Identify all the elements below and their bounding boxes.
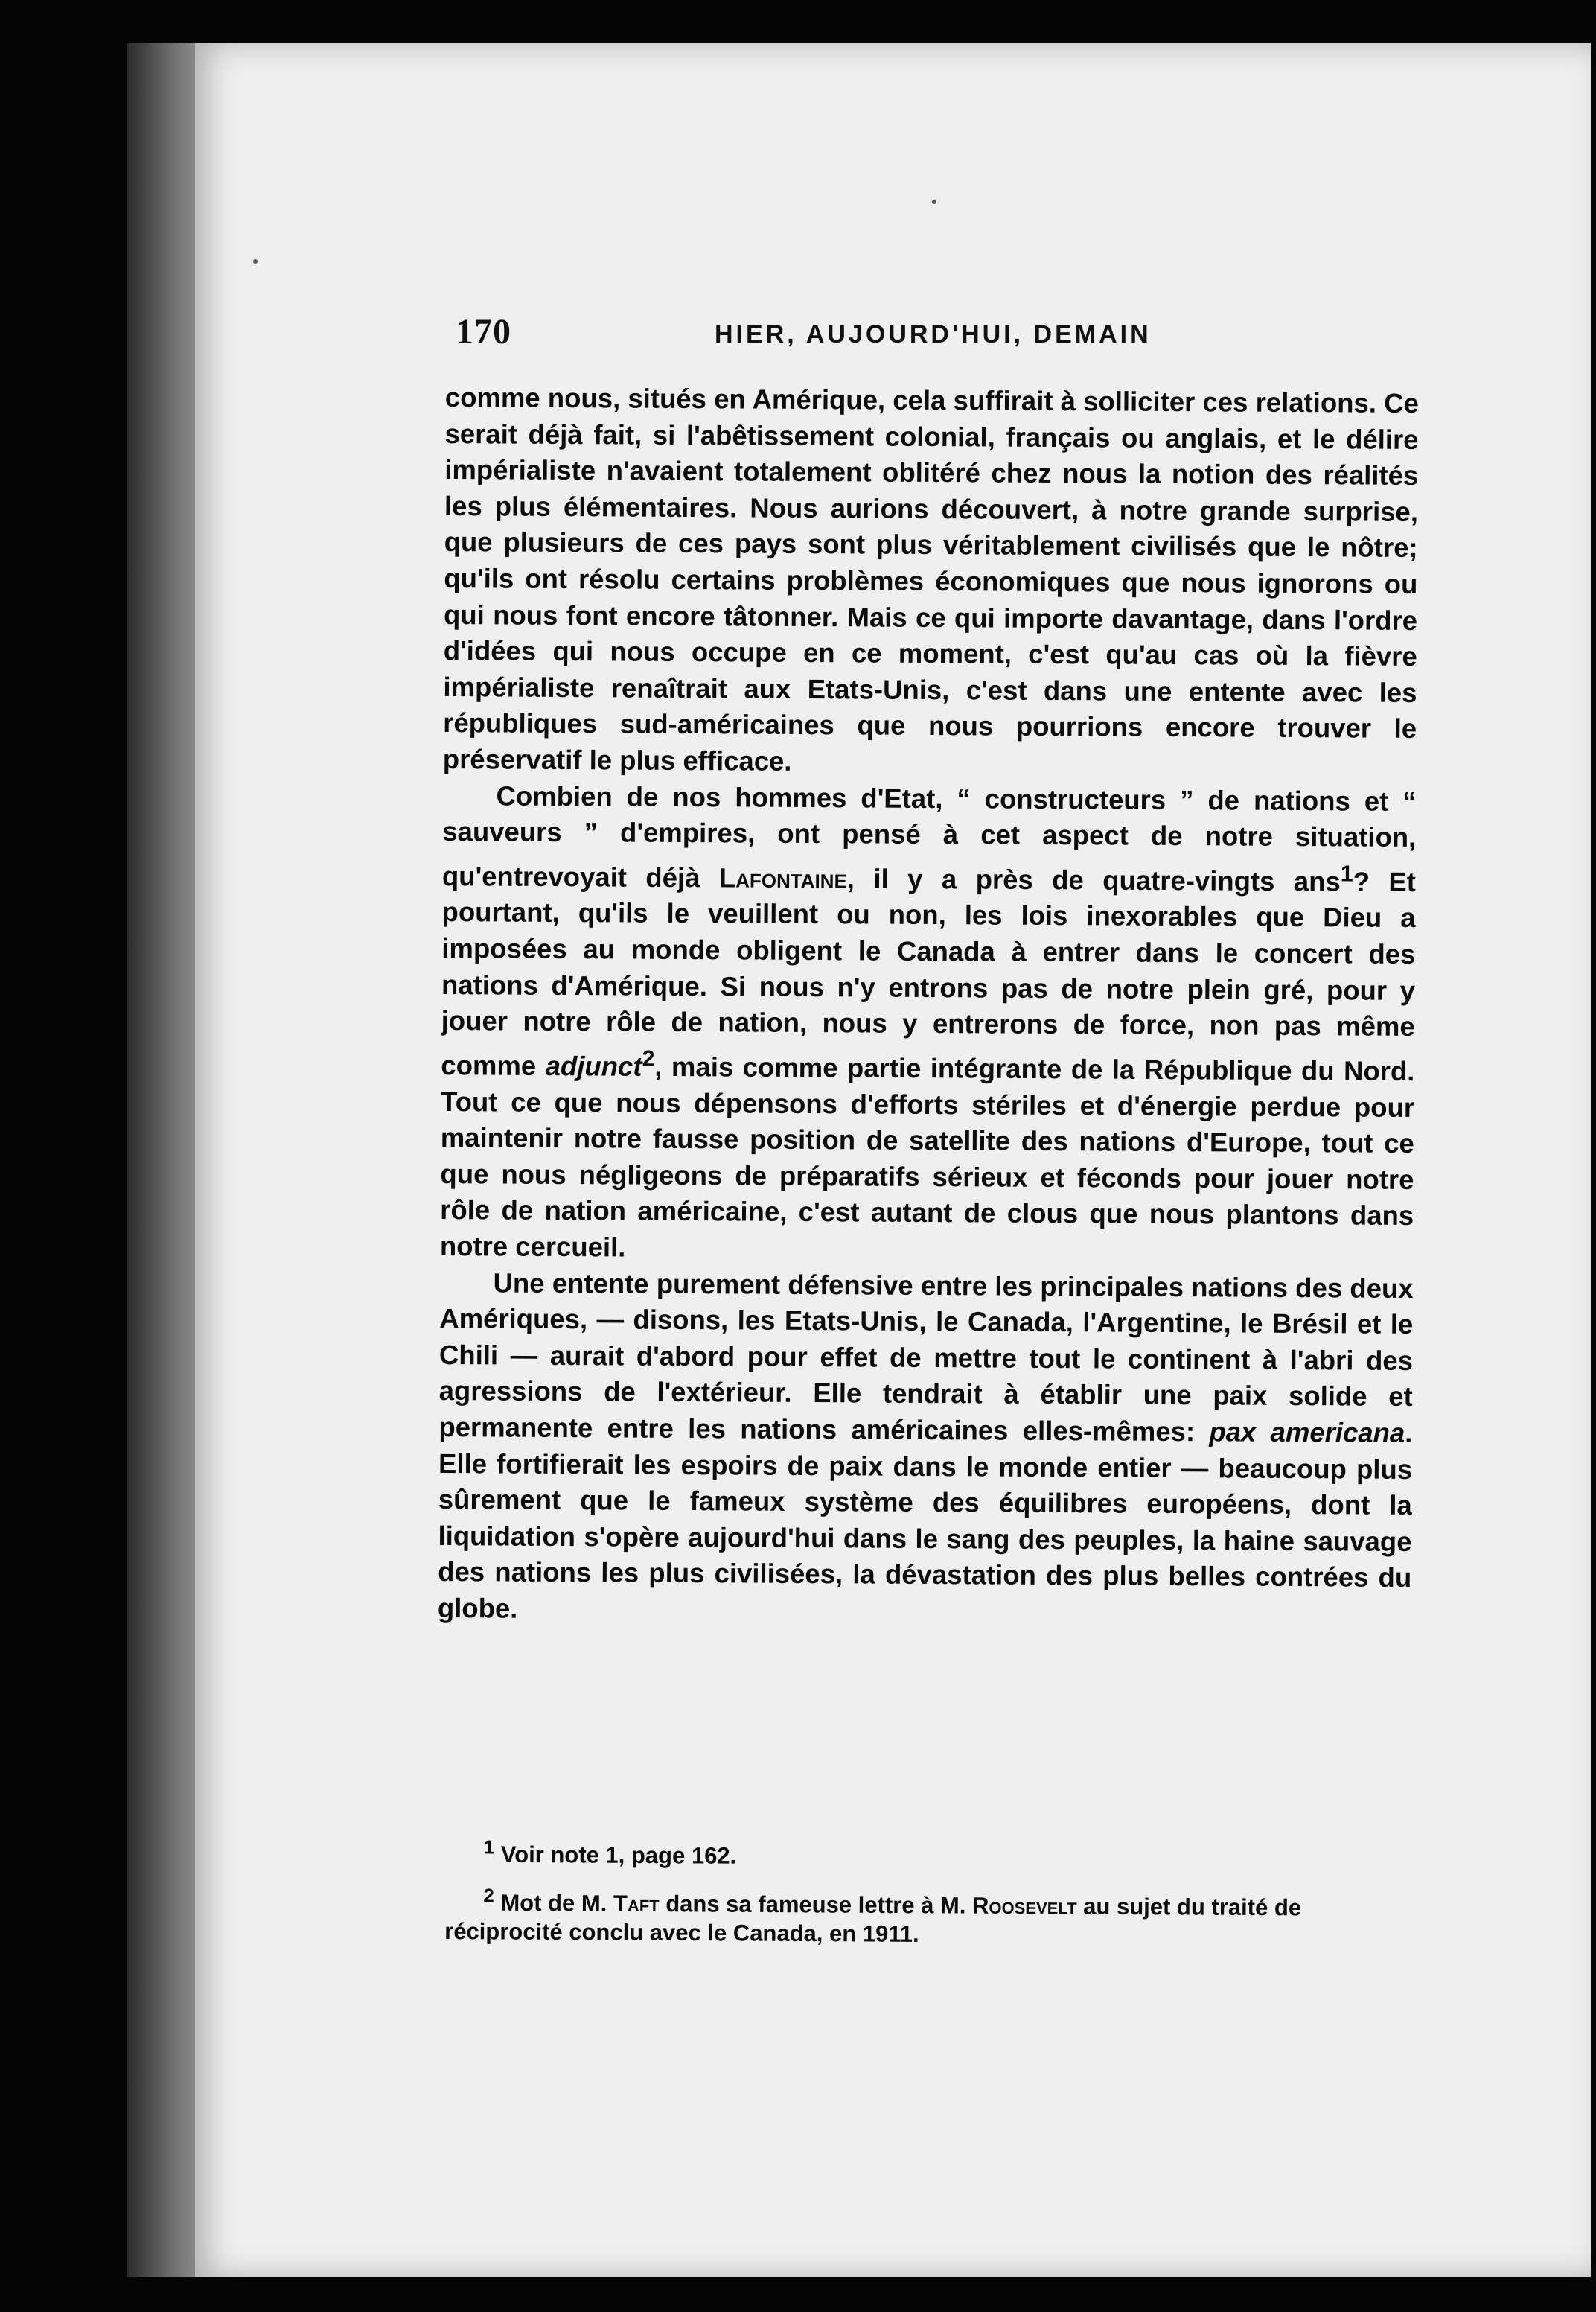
footnote-2 [444,1882,1418,1951]
paragraph-2-text-c: ? Et pourtant, qu'ils le veuillent ou non, les lois inexorables que Dieu a imposées au monde obligent le Canada à entrer dans le concert des nations d'Amérique. Si nous n'y entrons pas de notre plein gré, pour y jouer notre rôle de nation, nous y entrerons de force, non pas même comme [441,866,1417,1081]
footnote-1 [445,1833,1419,1874]
paragraph-1 [443,380,1419,784]
dust-speck [932,200,936,204]
page-header [456,311,1416,356]
term-adjunct: adjunct [545,1050,642,1082]
body-text [438,380,1419,1632]
footnote-2-mark: 2 [483,1885,494,1907]
footnote-1-mark: 1 [483,1837,495,1859]
name-roosevelt: Roosevelt [971,1892,1077,1920]
paragraph-2-text-d: , mais comme partie intégrante de la République du Nord. Tout ce que nous dépensons d'efforts stériles et d'énergie perdue pour maintenir notre fausse position de satellite des nations d'Europe, tout ce que nous négligeons de préparatifs sérieux et féconds pour jouer notre rôle de nation américaine, c'est autant de clous que nous plantons dans notre cercueil. [439,1051,1415,1263]
footnotes [444,1833,1419,1965]
footnote-ref-2: 2 [642,1045,655,1071]
paragraph-3-text-a: Une entente purement défensive entre les principales nations des deux Amériques, — disons, les Etats-Unis, le Canada, l'Argentine, le Brésil et le Chili — aurait d'abord pour effet de mettre tout le continent à l'abri des agressions de l'extérieur. Elle tendrait à établir une paix solide et permanente entre les nations américaines elles-mêmes: [438,1267,1414,1448]
dust-speck [253,259,258,264]
running-title: HIER, AUJOURD'HUI, DEMAIN [715,320,1152,348]
name-lafontaine: Lafontaine [718,862,848,894]
footnote-ref-1: 1 [1340,861,1353,887]
footnote-2-text-a: Mot de M. [494,1890,614,1917]
paragraph-2-text-a: Combien de nos hommes d'Etat, “ constructeurs ” de nations et “ sauveurs ” d'empires, ont pensé à cet aspect de notre situation, qu'entrevoyait déjà [441,780,1417,894]
term-pax-americana: pax americana [1209,1416,1405,1448]
paragraph-3 [438,1265,1414,1633]
footnote-2-text-c: au sujet du traité de réciprocité conclu avec le Canada, en 1911. [444,1893,1302,1947]
footnote-2-text-b: dans sa fameuse lettre à M. [659,1891,973,1919]
paragraph-2 [440,778,1417,1271]
footnote-1-text: Voir note 1, page 162. [494,1841,737,1869]
paragraph-1-text: comme nous, situés en Amérique, cela suffirait à solliciter ces relations. Ce serait déjà fait, si l'abêtissement colonial, français ou anglais, et le délire impérialiste n'avaient totalement oblitéré chez nous la notion des réalités les plus élémentaires. Nous aurions découvert, à notre grande surprise, que plusieurs de ces pays sont plus véritablement civilisés que le nôtre; qu'ils ont résolu certains problèmes économiques que nous ignorons ou qui nous font encore tâtonner. Mais ce qui importe davantage, dans l'ordre d'idées qui nous occupe en ce moment, c'est qu'au cas où la fièvre impérialiste renaîtrait aux Etats-Unis, c'est dans une entente avec les républiques sud-américaines que nous pourrions encore trouver le préservatif le plus efficace. [442,381,1419,777]
paragraph-3-text-b: . Elle fortifierait les espoirs de paix dans le monde entier — beaucoup plus sûrement que le fameux système des équilibres européens, dont la liquidation s'opère aujourd'hui dans le sang des peuples, la haine sauvage des nations les plus civilisées, la dévastation des plus belles contrées du globe. [437,1417,1413,1624]
paragraph-2-text-b: , il y a près de quatre-vingts ans [846,863,1341,897]
name-taft: Taft [613,1891,660,1917]
page-number: 170 [456,312,511,351]
